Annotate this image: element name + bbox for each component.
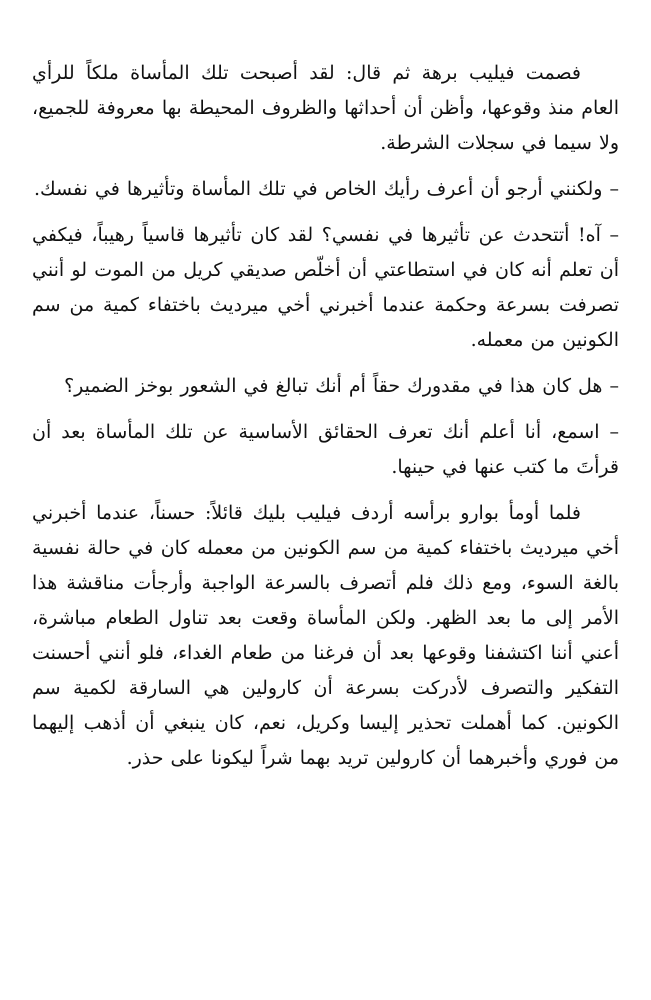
paragraph-3: – آه! أتتحدث عن تأثيرها في نفسي؟ لقد كان تأثيرها قاسياً رهيباً، فيكفي أن تعلم أنه كان في استطاعتي أن أخلّص صديقي كريل من الموت لو أنني تصرفت بسرعة وحكمة عندما أخبرني أخي ميرديث باختفاء كمية من سم الكونين من معمله. — [32, 224, 619, 351]
paragraph-6: فلما أومأ بوارو برأسه أردف فيليب بليك قائلاً: حسناً، عندما أخبرني أخي ميرديث باختفاء كمية من سم الكونين من معمله كان في حالة نفسية بالغة السوء، ومع ذلك فلم أتصرف بالسرعة الواجبة وأرجأت مناقشة هذا الأمر إلى ما بعد الظهر. ولكن المأساة وقعت بعد تناول الطعام مباشرة، أعني أننا اكتشفنا وقوعها بعد أن فرغنا من طعام الغداء، فلو أنني أحسنت التفكير والتصرف لأدركت بسرعة أن كارولين هي السارقة لكمية سم الكونين. كما أهملت تحذير إليسا وكريل، نعم، كان ينبغي أن أذهب إليهما من فوري وأخبرهما أن كارولين تريد بهما شراً ليكونا على حذر. — [32, 502, 619, 769]
paragraph-1: فصمت فيليب برهة ثم قال: لقد أصبحت تلك المأساة ملكاً للرأي العام منذ وقوعها، وأظن أن أحداثها والظروف المحيطة بها معروفة للجميع، ولا سيما في سجلات الشرطة. — [32, 62, 619, 154]
paragraph-2: – ولكنني أرجو أن أعرف رأيك الخاص في تلك المأساة وتأثيرها في نفسك. — [33, 178, 619, 200]
paragraph-5: – اسمع، أنا أعلم أنك تعرف الحقائق الأساسية عن تلك المأساة بعد أن قرأتَ ما كتب عنها في حينها. — [32, 421, 619, 478]
paragraph-4: – هل كان هذا في مقدورك حقاً أم أنك تبالغ في الشعور بوخز الضمير؟ — [64, 375, 619, 397]
